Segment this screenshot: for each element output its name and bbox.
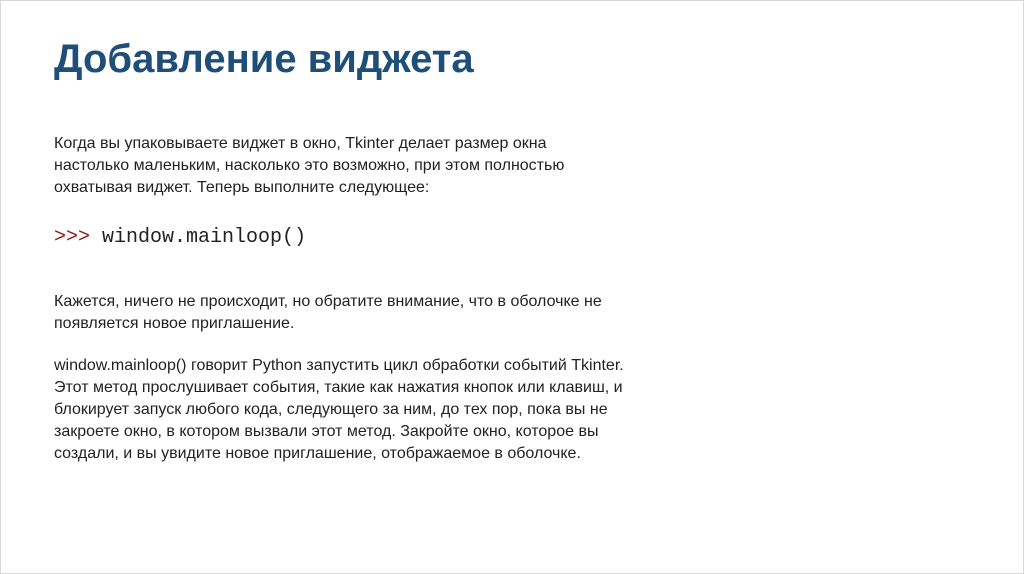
paragraph-line: настолько маленьким, насколько это возможно, при этом полностью (54, 157, 565, 174)
paragraph-line: Этот метод прослушивает события, такие как нажатия кнопок или клавиш, и (54, 379, 623, 396)
paragraph-line: блокирует запуск любого кода, следующего за ним, до тех пор, пока вы не (54, 401, 608, 418)
slide-title: Добавление виджета (54, 37, 474, 81)
observation-paragraph (54, 291, 602, 335)
code-snippet (54, 225, 306, 251)
paragraph-line: создали, и вы увидите новое приглашение, отображаемое в оболочке. (54, 445, 581, 462)
paragraph-line: охватывая виджет. Теперь выполните следующее: (54, 179, 430, 196)
explanation-paragraph (54, 355, 624, 465)
paragraph-line: Кажется, ничего не происходит, но обратите внимание, что в оболочке не (54, 293, 602, 310)
intro-paragraph (54, 133, 564, 199)
paragraph-line: window.mainloop() говорит Python запустить цикл обработки событий Tkinter. (54, 357, 624, 374)
paragraph-line: закроете окно, в котором вызвали этот метод. Закройте окно, которое вы (54, 423, 599, 440)
shell-prompt: >>> (54, 226, 91, 249)
paragraph-line: Когда вы упаковываете виджет в окно, Tkinter делает размер окна (54, 135, 547, 152)
paragraph-line: появляется новое приглашение. (54, 315, 295, 332)
code-command: window.mainloop() (102, 226, 307, 249)
